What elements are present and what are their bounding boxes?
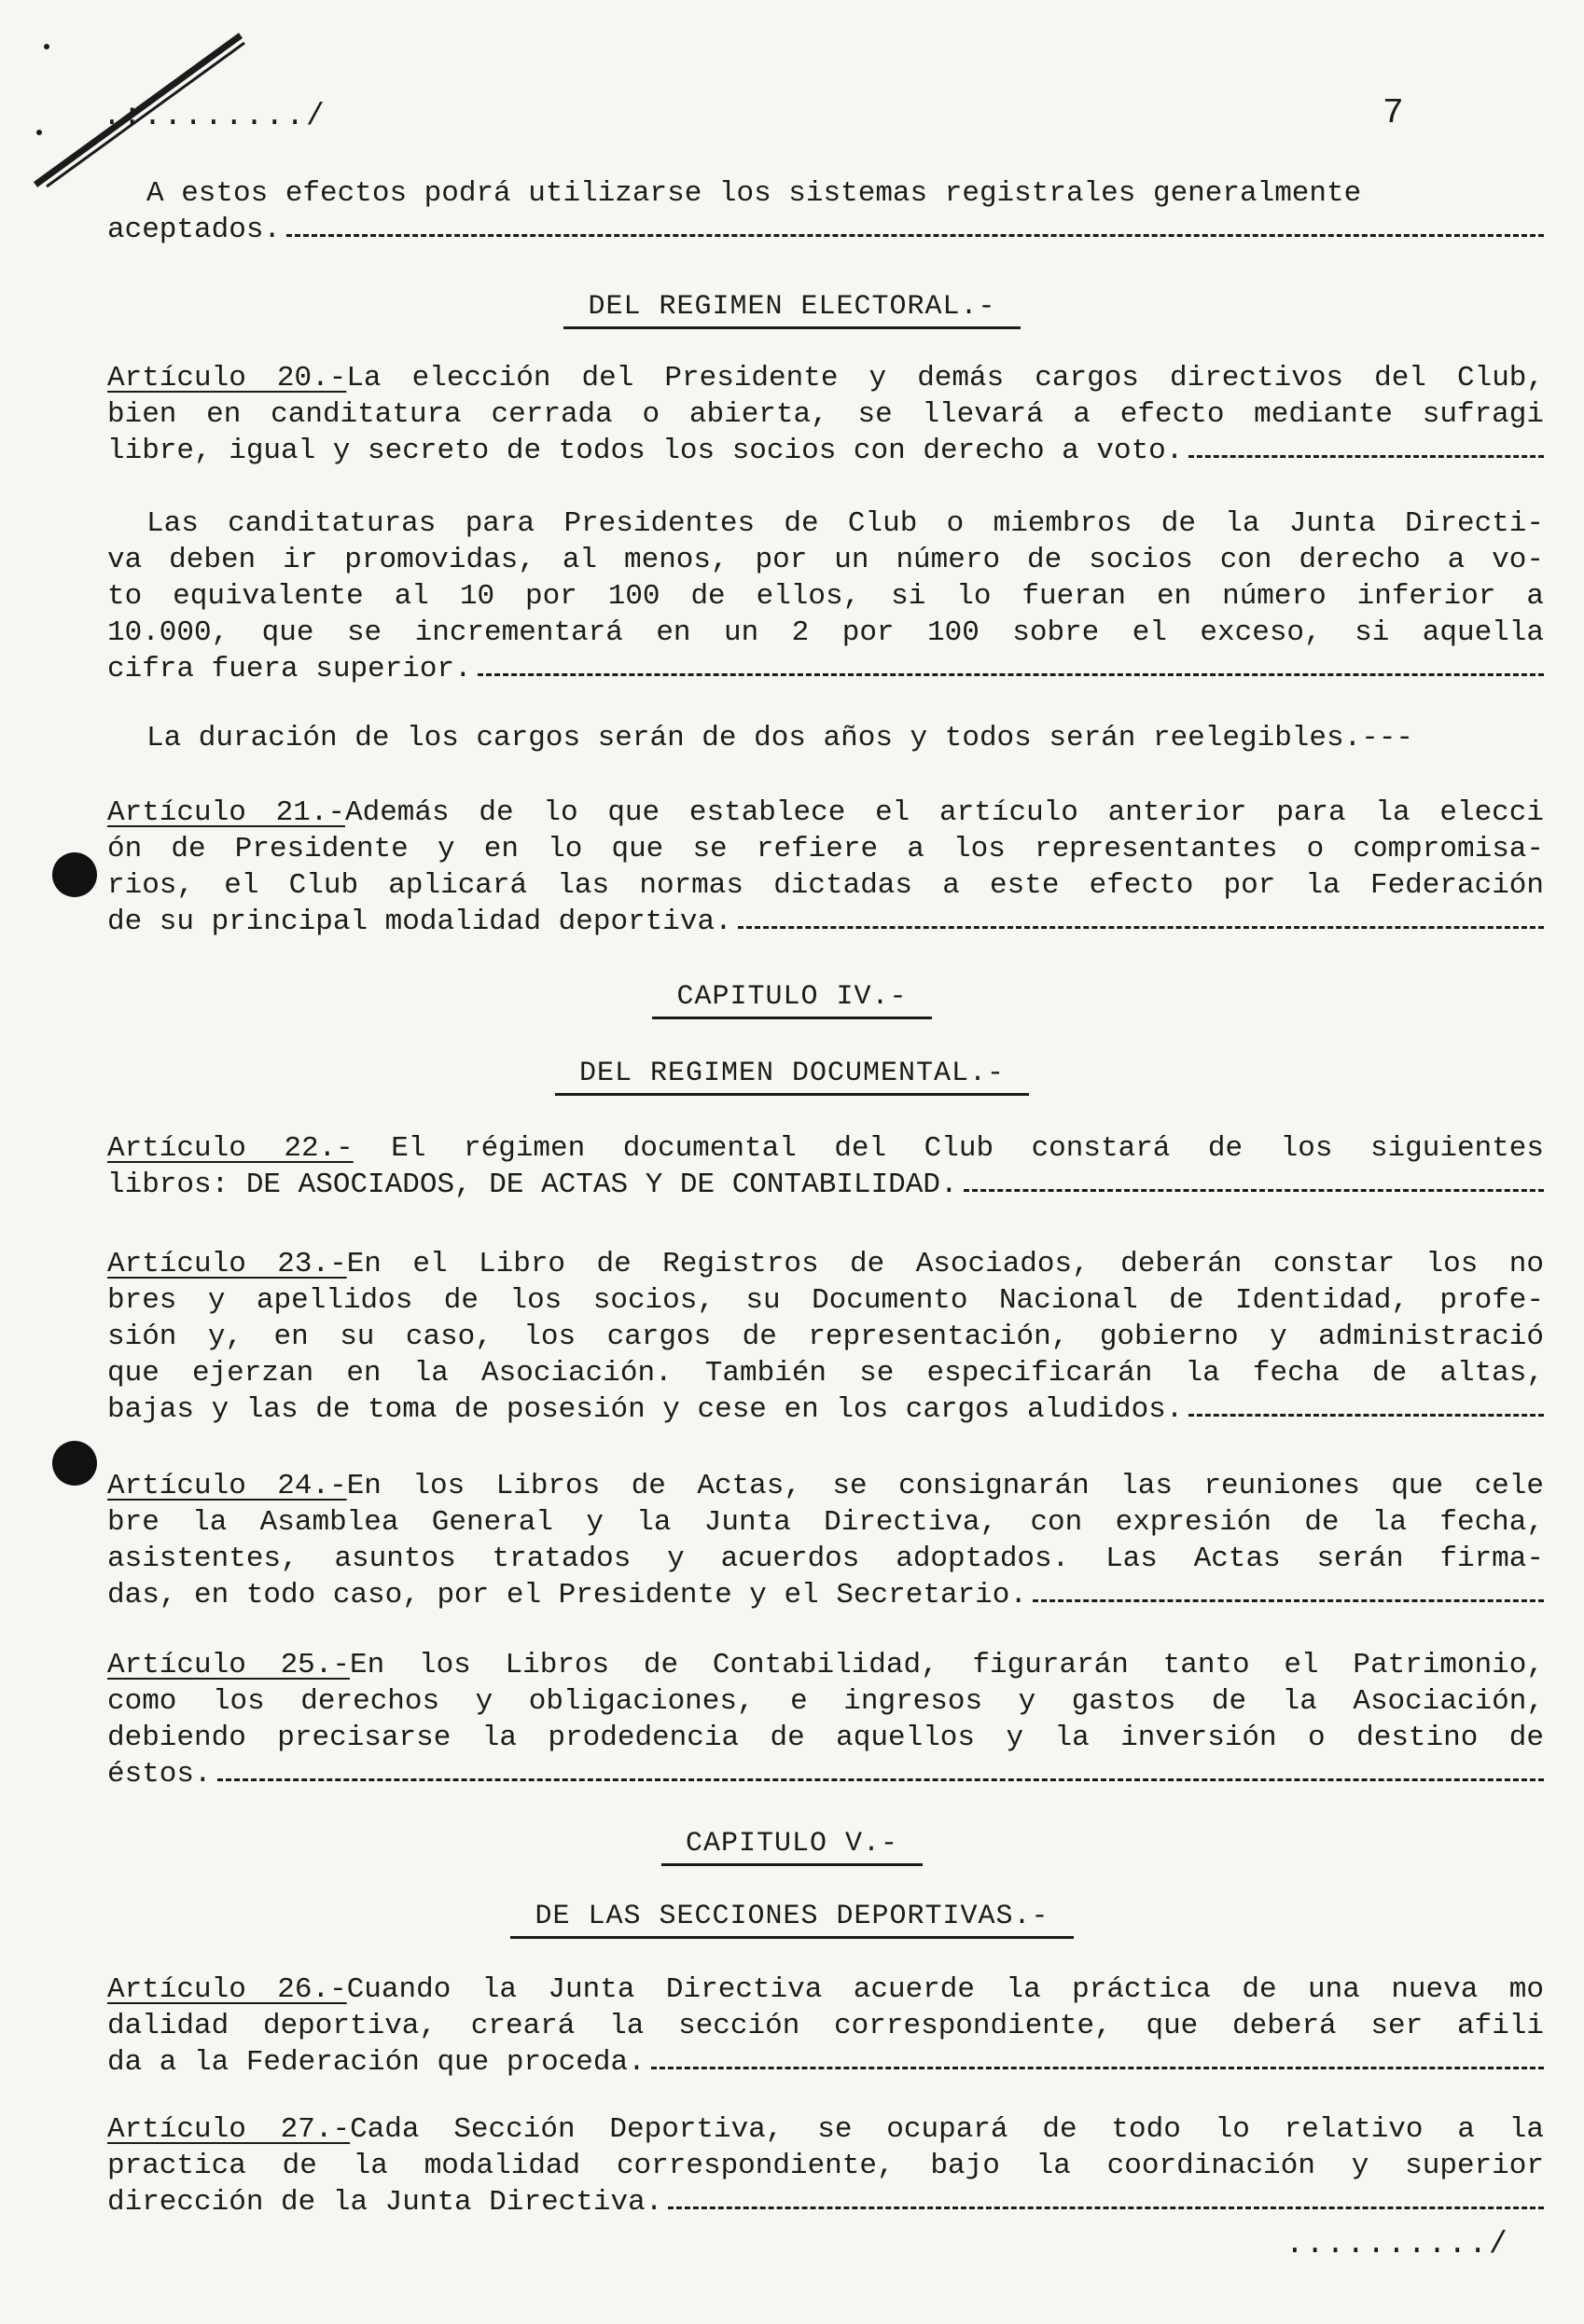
text-line: sión y, en su caso, los cargos de representación, gobierno y administració [107,1321,1544,1353]
punch-hole [52,852,97,897]
text-line [107,795,1544,831]
article-label: Artículo 24.- [107,1470,347,1502]
text-line-content: libros: DE ASOCIADOS, DE ACTAS Y DE CONTABILIDAD. [107,1169,958,1201]
text-line [107,1130,1544,1167]
candidaturas-paragraph [107,505,1544,687]
article-label: Artículo 22.- [107,1132,354,1165]
text-line-content: aceptados. [107,214,282,246]
text-line: bre la Asamblea General y la Junta Directiva, con expresión de la fecha, [107,1506,1544,1539]
dash-fill [478,671,1544,676]
section-heading-text: DE LAS SECCIONES DEPORTIVAS.- [510,1901,1073,1939]
text-line [107,1577,1544,1613]
text-line: rios, el Club aplicará las normas dictadas a este efecto por la Federación [107,869,1544,902]
dash-fill [1188,1411,1544,1417]
section-heading [0,291,1584,329]
text-line-content: éstos. [107,1758,212,1791]
section-heading-text: DEL REGIMEN DOCUMENTAL.- [555,1058,1029,1096]
text-line-content: libre, igual y secreto de todos los socios con derecho a voto. [107,435,1184,467]
article-label: Artículo 26.- [107,1973,347,2006]
text-line: bien en canditatura cerrada o abierta, se llevará a efecto mediante sufragi [107,398,1544,431]
text-line: A estos efectos podrá utilizarse los sistemas registrales generalmente [146,177,1362,210]
dash-fill [964,1186,1544,1192]
page-number: 7 [1383,93,1404,133]
text-line-content: da a la Federación que proceda. [107,2046,646,2079]
article-text: En los Libros de Contabilidad, figurarán tanto el Patrimonio, [350,1649,1544,1681]
text-line [107,1391,1544,1428]
text-line [107,360,1544,396]
text-line: que ejerzan en la Asociación. También se especificarán la fecha de altas, [107,1357,1544,1390]
article-label: Artículo 23.- [107,1248,347,1280]
text-line [107,2044,1544,2081]
article-label: Artículo 25.- [107,1649,350,1681]
article-23 [107,1246,1544,1428]
intro-paragraph [107,175,1544,248]
article-label: Artículo 21.- [107,796,345,829]
article-label: Artículo 27.- [107,2113,351,2146]
text-line: to equivalente al 10 por 100 de ellos, si lo fueran en número inferior a [107,580,1544,613]
chapter-heading-text: CAPITULO V.- [661,1828,923,1866]
text-line [107,1468,1544,1504]
text-line [107,904,1544,940]
punch-hole [52,1441,97,1486]
text-line [107,1756,1544,1792]
article-text: En el Libro de Registros de Asociados, deberán constar los no [346,1248,1544,1280]
text-line: practica de la modalidad correspondiente, bajo la coordinación y superior [107,2150,1544,2182]
article-20 [107,360,1544,469]
text-line: dalidad deportiva, creará la sección correspondiente, que deberá ser afili [107,2010,1544,2042]
text-line [107,1167,1544,1203]
text-line-content: bajas y las de toma de posesión y cese en los cargos aludidos. [107,1393,1184,1426]
duracion-paragraph [107,720,1544,756]
dash-fill [286,231,1544,237]
text-line [107,212,1544,248]
article-25 [107,1647,1544,1792]
dash-fill [1033,1597,1544,1602]
article-text: Cuando la Junta Directiva acuerde la práctica de una nueva mo [346,1973,1544,2006]
section-heading [0,1058,1584,1096]
article-text: El régimen documental del Club constará de los siguientes [391,1132,1544,1165]
text-line [107,651,1544,687]
article-27 [107,2111,1544,2220]
continuation-mark-bottom: ........../ [1285,2227,1509,2262]
text-line [107,1647,1544,1683]
text-line: debiendo precisarse la prodedencia de aquellos y la inversión o destino de [107,1722,1544,1754]
dash-fill [1188,452,1544,458]
text-line-content: das, en todo caso, por el Presidente y el Secretario. [107,1579,1027,1612]
text-line-content: dirección de la Junta Directiva. [107,2186,663,2219]
text-line [107,1971,1544,2008]
text-line: Las canditaturas para Presidentes de Club o miembros de la Junta Directi- [146,507,1544,540]
article-text: Además de lo que establece el artículo anterior para la elecci [345,796,1544,829]
text-line: ón de Presidente y en lo que se refiere a los representantes o compromisa- [107,833,1544,865]
article-24 [107,1468,1544,1613]
article-26 [107,1971,1544,2081]
article-22 [107,1130,1544,1203]
dash-fill [217,1776,1544,1781]
text-line [107,2184,1544,2220]
article-text: La elección del Presidente y demás cargos directivos del Club, [346,362,1544,394]
text-line-content: cifra fuera superior. [107,653,472,685]
section-heading-text: DEL REGIMEN ELECTORAL.- [563,291,1020,329]
text-line: 10.000, que se incrementará en un 2 por 100 sobre el exceso, si aquella [107,616,1544,649]
article-21 [107,795,1544,940]
chapter-heading-text: CAPITULO IV.- [652,981,931,1019]
text-line: asistentes, asuntos tratados y acuerdos adoptados. Las Actas serán firma- [107,1542,1544,1575]
text-line [107,433,1544,469]
text-line: va deben ir promovidas, al menos, por un número de socios con derecho a vo- [107,544,1544,576]
dash-fill [668,2204,1544,2209]
chapter-heading [0,1828,1584,1866]
chapter-heading [0,981,1584,1019]
section-heading [0,1901,1584,1939]
text-line: como los derechos y obligaciones, e ingresos y gastos de la Asociación, [107,1685,1544,1718]
article-text: Cada Sección Deportiva, se ocupará de todo lo relativo a la [350,2113,1544,2146]
text-line-content: de su principal modalidad deportiva. [107,906,732,938]
dash-fill [651,2064,1544,2069]
text-line [107,1246,1544,1282]
text-line: La duración de los cargos serán de dos años y todos serán reelegibles.--- [146,722,1414,754]
continuation-mark-top: .:......../ [103,99,327,133]
text-line: bres y apellidos de los socios, su Documento Nacional de Identidad, profe- [107,1284,1544,1317]
article-label: Artículo 20.- [107,362,347,394]
article-text: En los Libros de Actas, se consignarán las reuniones que cele [346,1470,1544,1502]
text-line [107,2111,1544,2148]
dash-fill [738,923,1544,929]
